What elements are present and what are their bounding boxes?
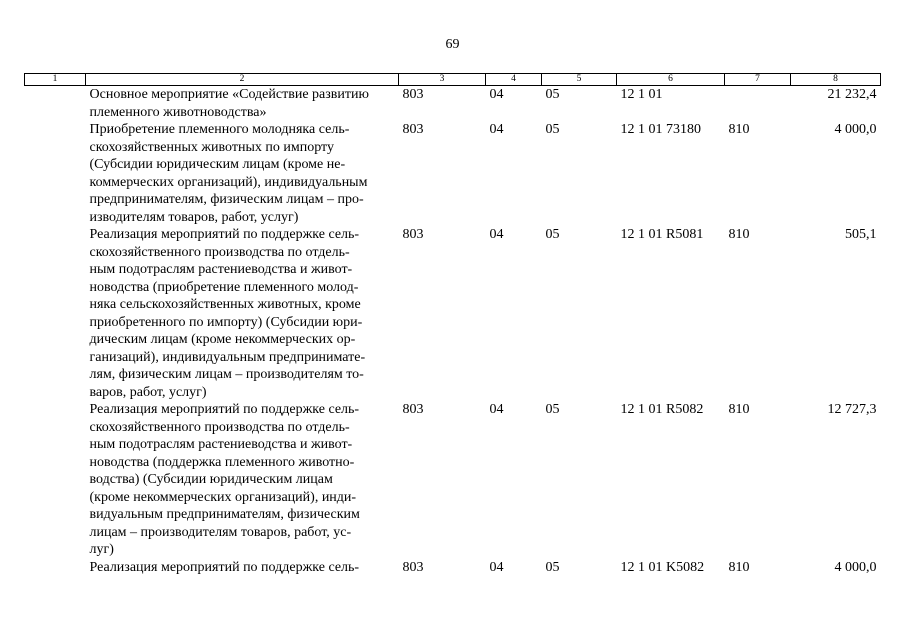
- section-code-cell: 04: [489, 87, 504, 102]
- table-row: [25, 559, 881, 577]
- expense-type-cell: 810: [728, 227, 750, 242]
- description-line: новодства (приобретение племенного молод-: [89, 279, 359, 295]
- description-line: скохозяйственного производства по отдель-: [89, 419, 350, 435]
- description-line: коммерческих организаций), индивидуальным: [89, 174, 368, 190]
- description-cell: [86, 226, 399, 401]
- amount-cell: 12 727,3: [827, 402, 877, 417]
- column-header: 6: [617, 74, 725, 86]
- table-body: [25, 86, 881, 577]
- description-line: ным подотраслям растениеводства и живот-: [89, 262, 353, 277]
- description-cell: [86, 86, 399, 122]
- description-line: изводителям товаров, работ, услуг): [89, 209, 299, 225]
- section-code-cell: 04: [489, 559, 504, 575]
- subsection-code-cell: 05: [545, 122, 560, 137]
- column-header: 4: [486, 74, 542, 86]
- column-header: 5: [542, 74, 617, 86]
- table-row: [25, 226, 881, 401]
- expense-type-cell: 810: [728, 559, 750, 575]
- description-line: Приобретение племенного молодняка сель-: [89, 122, 350, 137]
- row-number-cell: [25, 559, 86, 577]
- amount-cell: 4 000,0: [834, 559, 877, 575]
- page-number: 69: [445, 37, 460, 52]
- description-line: лям, физическим лицам – производителям то-: [89, 367, 364, 382]
- column-header: 2: [86, 74, 399, 86]
- description-line: Основное мероприятие «Содействие развитию: [89, 87, 369, 102]
- column-header: 7: [725, 74, 791, 86]
- ministry-code-cell: 803: [402, 227, 424, 242]
- subsection-code-cell: 05: [545, 402, 560, 417]
- description-line: ганизаций), индивидуальным предпринимате-: [89, 349, 366, 365]
- description-line: (Субсидии юридическим лицам (кроме не-: [89, 157, 346, 172]
- description-line: няка сельскохозяйственных животных, кроме: [89, 297, 361, 312]
- description-line: племенного животноводства»: [89, 104, 267, 120]
- amount-cell: 21 232,4: [827, 87, 877, 102]
- description-line: (кроме некоммерческих организаций), инди-: [89, 489, 357, 505]
- description-line: новодства (поддержка племенного животно-: [89, 454, 355, 470]
- ministry-code-cell: 803: [402, 122, 424, 137]
- subsection-code-cell: 05: [545, 87, 560, 102]
- table-row: [25, 121, 881, 226]
- target-article-cell: 12 1 01 K5082: [620, 559, 705, 575]
- section-code-cell: 04: [489, 122, 504, 137]
- column-header: 1: [25, 74, 86, 86]
- description-cell: [86, 559, 399, 577]
- description-cell: [86, 401, 399, 559]
- section-code-cell: 04: [489, 227, 504, 242]
- amount-cell: 505,1: [845, 227, 877, 242]
- target-article-cell: 12 1 01 73180: [620, 122, 701, 137]
- budget-table: [24, 73, 881, 576]
- column-number-header-row: [25, 74, 881, 86]
- description-line: Реализация мероприятий по поддержке сель-: [89, 559, 360, 575]
- description-line: дическим лицам (кроме некоммерческих ор-: [89, 332, 356, 347]
- row-number-cell: [25, 121, 86, 226]
- description-line: лицам – производителям товаров, работ, ус-: [89, 524, 352, 540]
- table-row: [25, 401, 881, 559]
- table-row: [25, 86, 881, 122]
- row-number-cell: [25, 86, 86, 122]
- subsection-code-cell: 05: [545, 559, 560, 575]
- row-number-cell: [25, 226, 86, 401]
- column-header: 8: [791, 74, 881, 86]
- ministry-code-cell: 803: [402, 559, 424, 575]
- target-article-cell: 12 1 01: [620, 87, 663, 102]
- description-line: луг): [89, 542, 114, 557]
- description-line: видуальным предпринимателям, физическим: [89, 507, 360, 522]
- section-code-cell: 04: [489, 402, 504, 417]
- description-line: скохозяйственного производства по отдель-: [89, 244, 350, 260]
- ministry-code-cell: 803: [402, 87, 424, 102]
- target-article-cell: 12 1 01 R5081: [620, 227, 704, 242]
- description-line: варов, работ, услуг): [89, 384, 207, 400]
- target-article-cell: 12 1 01 R5082: [620, 402, 704, 417]
- description-line: Реализация мероприятий по поддержке сель-: [89, 227, 360, 242]
- description-line: предпринимателям, физическим лицам – про-: [89, 192, 364, 207]
- expense-type-cell: 810: [728, 122, 750, 137]
- description-line: ным подотраслям растениеводства и живот-: [89, 437, 353, 452]
- expense-type-cell: [725, 86, 791, 122]
- subsection-code-cell: 05: [545, 227, 560, 242]
- amount-cell: 4 000,0: [834, 122, 877, 137]
- ministry-code-cell: 803: [402, 402, 424, 417]
- description-line: водства) (Субсидии юридическим лицам: [89, 472, 333, 487]
- description-line: Реализация мероприятий по поддержке сель-: [89, 402, 360, 417]
- description-line: приобретенного по импорту) (Субсидии юри-: [89, 314, 363, 330]
- expense-type-cell: 810: [728, 402, 750, 417]
- description-line: скохозяйственных животных по импорту: [89, 139, 334, 155]
- description-cell: [86, 121, 399, 226]
- row-number-cell: [25, 401, 86, 559]
- column-header: 3: [399, 74, 486, 86]
